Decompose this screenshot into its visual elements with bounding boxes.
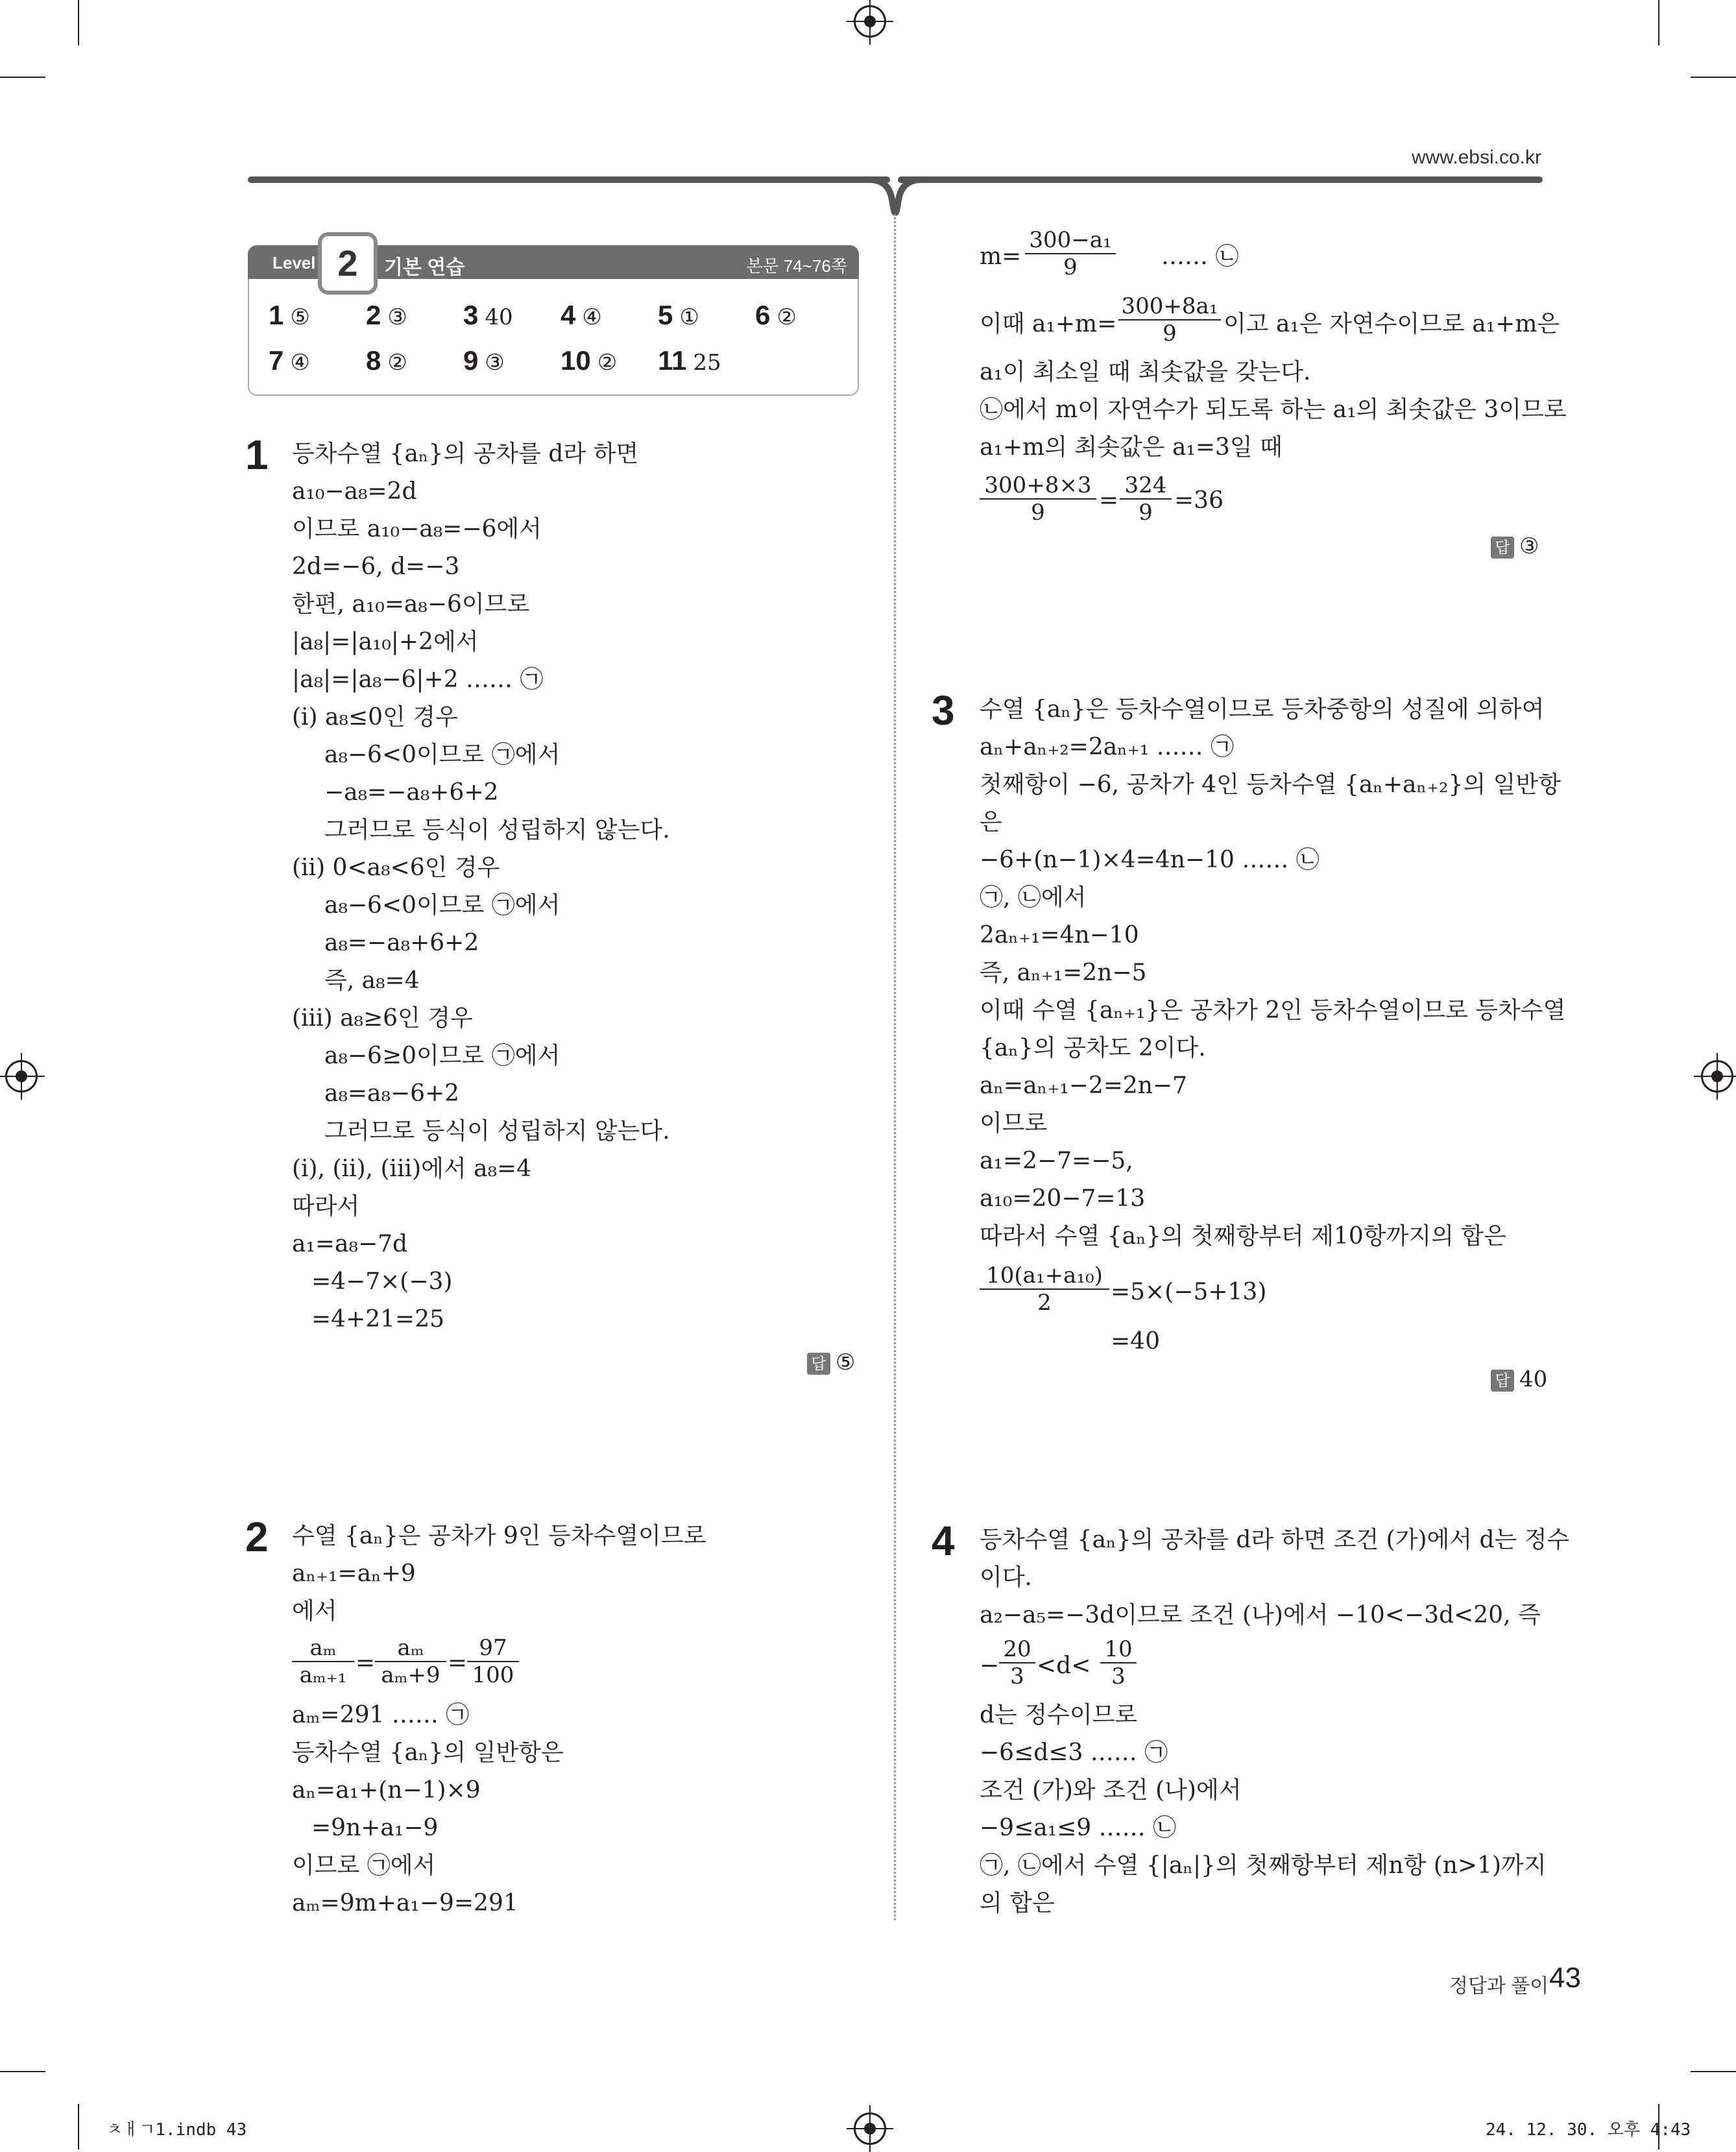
solution-line: <d< <box>1037 1652 1091 1679</box>
site-url: www.ebsi.co.kr <box>1411 147 1541 168</box>
problem-number: 3 <box>932 687 955 734</box>
answer-item: 1 ⑤ <box>269 300 310 330</box>
crop-mark <box>0 77 45 78</box>
solution-line: 즉, a₈=4 <box>324 967 420 994</box>
registration-mark-icon <box>1701 1060 1733 1093</box>
print-file-info: ㅊㅐㄱ1.indb 43 <box>106 2120 247 2140</box>
solution-line: 수열 {aₙ}은 등차수열이므로 등차중항의 성질에 의하여 <box>980 696 1545 723</box>
solution-line: 수열 {aₙ}은 공차가 9인 등차수열이므로 <box>292 1523 706 1549</box>
solution-line: a₈−6<0이므로 ㉠에서 <box>324 742 561 768</box>
solution-line: aₘ=9m+a₁−9=291 <box>292 1890 518 1916</box>
answer-item: 10 ② <box>561 345 618 376</box>
solution-line: 그러므로 등식이 성립하지 않는다. <box>324 817 670 843</box>
fraction: $\frac{10}{3}$ <box>1100 1636 1137 1689</box>
solution-line: a₈=−a₈+6+2 <box>324 930 479 956</box>
solution-line: ㉠, ㉡에서 수열 {|aₙ|}의 첫째항부터 제n항 (n>1)까지 <box>980 1852 1547 1879</box>
fraction: $\frac{300+8\times 3}{9}$ <box>980 472 1096 526</box>
fraction: $\frac{\text{10(a₁+a₁₀)}}{2}$ <box>980 1263 1109 1316</box>
solution-line: {aₙ}의 공차도 2이다. <box>980 1035 1206 1061</box>
solution-line: ㉡에서 m이 자연수가 되도록 하는 a₁의 최솟값은 3이므로 <box>980 396 1567 423</box>
solution-line: =36 <box>1174 487 1224 514</box>
answer-item: 5 ① <box>658 300 699 330</box>
solution-line: 즉, aₙ₊₁=2n−5 <box>980 960 1147 986</box>
solution-line: 이고 a₁은 자연수이므로 a₁+m은 <box>1224 311 1560 337</box>
solution-line: d는 정수이므로 <box>980 1702 1138 1728</box>
level-label: Level <box>272 253 316 272</box>
solution-line: −6≤d≤3 …… ㉠ <box>980 1739 1168 1766</box>
answer-item: 6 ② <box>755 300 797 330</box>
solution-line: −6+(n−1)×4=4n−10 …… ㉡ <box>980 847 1320 873</box>
solution-line: (ⅲ) a₈≥6인 경우 <box>292 1005 473 1032</box>
page-number: 43 <box>1549 1962 1581 1994</box>
solution-line: (ⅰ) a₈≤0인 경우 <box>292 704 458 731</box>
fraction: $\frac{97}{100}$ <box>467 1635 519 1688</box>
solution-line: −a₈=−a₈+6+2 <box>324 779 499 806</box>
solution-line: 첫째항이 −6, 공차가 4인 등차수열 {aₙ+aₙ₊₂}의 일반항 <box>980 771 1561 798</box>
registration-mark-icon <box>854 2112 886 2145</box>
equals-sign: = <box>356 1650 376 1676</box>
answer-item: 4 ④ <box>561 300 602 330</box>
solution-line: 이므로 <box>980 1110 1048 1137</box>
solution-line: − <box>980 1652 1000 1679</box>
fraction: $\frac{324}{9}$ <box>1120 472 1172 526</box>
fraction: $\frac{20}{3}$ <box>999 1636 1035 1689</box>
solution-line: =9n+a₁−9 <box>311 1815 439 1841</box>
crop-mark <box>78 0 79 45</box>
solution-line: a₂−a₅=−3d이므로 조건 (나)에서 −10<−3d<20, 즉 <box>980 1602 1541 1628</box>
column-divider <box>894 214 896 1920</box>
equals-sign: = <box>448 1650 468 1676</box>
fraction: $\frac{\text{300−a₁}}{9}$ <box>1025 227 1116 280</box>
solution-line: 따라서 <box>292 1193 360 1220</box>
solution-line: a₁₀−a₈=2d <box>292 478 417 505</box>
header-bar-left <box>248 176 890 183</box>
solution-line: ㉠, ㉡에서 <box>980 884 1087 911</box>
problem-number: 2 <box>245 1514 269 1560</box>
solution-line: aₙ+aₙ₊₂=2aₙ₊₁ …… ㉠ <box>980 734 1235 760</box>
solution-line: a₈−6≥0이므로 ㉠에서 <box>324 1043 561 1069</box>
solution-line: 의 합은 <box>980 1890 1055 1916</box>
solution-line: 에서 <box>292 1598 337 1625</box>
solution-line: 등차수열 {aₙ}의 일반항은 <box>292 1739 564 1766</box>
answer-item: 2 ③ <box>366 300 407 330</box>
solution-line: (ⅱ) 0<a₈<6인 경우 <box>292 854 500 881</box>
answer-item: 7 ④ <box>269 345 310 376</box>
solution-line: aₙ=a₁+(n−1)×9 <box>292 1777 481 1804</box>
solution-line: 2d=−6, d=−3 <box>292 553 460 580</box>
solution-line: −9≤a₁≤9 …… ㉡ <box>980 1815 1177 1841</box>
header-notch-icon <box>869 174 921 219</box>
solution-line: 이때 수열 {aₙ₊₁}은 공차가 2인 등차수열이므로 등차수열 <box>980 997 1566 1024</box>
solution-line: (ⅰ), (ⅱ), (ⅲ)에서 a₈=4 <box>292 1155 532 1182</box>
solution-line: 등차수열 {aₙ}의 공차를 d라 하면 조건 (가)에서 d는 정수 <box>980 1527 1570 1553</box>
answer-badge: 답 ⑤ <box>807 1349 855 1375</box>
solution-line: 이다. <box>980 1564 1032 1591</box>
solution-line: …… ㉡ <box>1161 243 1239 270</box>
solution-line: |a₈|=|a₈−6|+2 …… ㉠ <box>292 666 544 693</box>
solution-line: =5×(−5+13) <box>1111 1279 1267 1305</box>
problem-number: 1 <box>245 431 269 478</box>
fraction: $\frac{\text{aₘ}}{\text{aₘ₊₁}}$ <box>292 1635 354 1688</box>
solution-line: =4+21=25 <box>311 1306 445 1333</box>
solution-line: m= <box>980 243 1022 270</box>
problem-number: 4 <box>932 1517 955 1564</box>
solution-line: =4−7×(−3) <box>311 1268 453 1295</box>
registration-mark-icon <box>854 5 886 38</box>
solution-line: 이므로 ㉠에서 <box>292 1852 436 1879</box>
solution-line: aₘ=291 …… ㉠ <box>292 1702 470 1728</box>
solution-line: 조건 (가)와 조건 (나)에서 <box>980 1777 1242 1804</box>
print-timestamp: 24. 12. 30. 오후 4:43 <box>1486 2120 1691 2140</box>
solution-line: a₁₀=20−7=13 <box>980 1185 1146 1212</box>
footer-label: 정답과 풀이 <box>1449 1976 1549 1997</box>
solution-line: 2aₙ₊₁=4n−10 <box>980 922 1139 949</box>
level-pages: 본문 74~76쪽 <box>746 256 847 276</box>
solution-line: aₙ=aₙ₊₁−2=2n−7 <box>980 1072 1188 1099</box>
answer-item: 8 ② <box>366 345 407 376</box>
solution-line: 이므로 a₁₀−a₈=−6에서 <box>292 516 542 542</box>
solution-line: 그러므로 등식이 성립하지 않는다. <box>324 1118 670 1144</box>
answer-item: 11 25 <box>658 345 721 376</box>
solution-line: 등차수열 {aₙ}의 공차를 d라 하면 <box>292 441 639 467</box>
header-bar-right <box>898 176 1543 183</box>
solution-line: 한편, a₁₀=a₈−6이므로 <box>292 591 530 618</box>
answer-badge: 답 ③ <box>1491 533 1539 559</box>
level-title: 기본 연습 <box>384 257 465 278</box>
solution-line: 따라서 수열 {aₙ}의 첫째항부터 제10항까지의 합은 <box>980 1223 1506 1250</box>
fraction: $\frac{\text{aₘ}}{\text{aₘ+9}}$ <box>375 1635 446 1688</box>
solution-line: a₁+m의 최솟값은 a₁=3일 때 <box>980 434 1283 461</box>
answer-item: 9 ③ <box>463 345 505 376</box>
registration-mark-icon <box>5 1060 38 1093</box>
answer-badge: 답 40 <box>1491 1366 1547 1392</box>
equals-sign: = <box>1099 487 1119 514</box>
solution-line: |a₈|=|a₁₀|+2에서 <box>292 629 479 655</box>
solution-line: a₁=a₈−7d <box>292 1231 408 1257</box>
solution-line: a₁이 최소일 때 최솟값을 갖는다. <box>980 359 1311 385</box>
solution-line: 은 <box>980 809 1002 836</box>
crop-mark <box>0 2071 45 2072</box>
solution-line: aₙ₊₁=aₙ+9 <box>292 1560 416 1587</box>
crop-mark <box>1658 0 1659 45</box>
solution-line: a₈=a₈−6+2 <box>324 1080 460 1107</box>
crop-mark <box>78 2104 79 2149</box>
fraction: $\frac{\text{300+8a₁}}{9}$ <box>1118 293 1221 346</box>
solution-line: a₁=2−7=−5, <box>980 1148 1133 1174</box>
crop-mark <box>1691 2071 1736 2072</box>
level-number: 2 <box>318 232 378 295</box>
solution-line: 이때 a₁+m= <box>980 311 1117 337</box>
solution-line: a₈−6<0이므로 ㉠에서 <box>324 892 561 919</box>
solution-line: =40 <box>1111 1328 1160 1355</box>
answer-item: 3 40 <box>463 300 513 330</box>
crop-mark <box>1691 77 1736 78</box>
